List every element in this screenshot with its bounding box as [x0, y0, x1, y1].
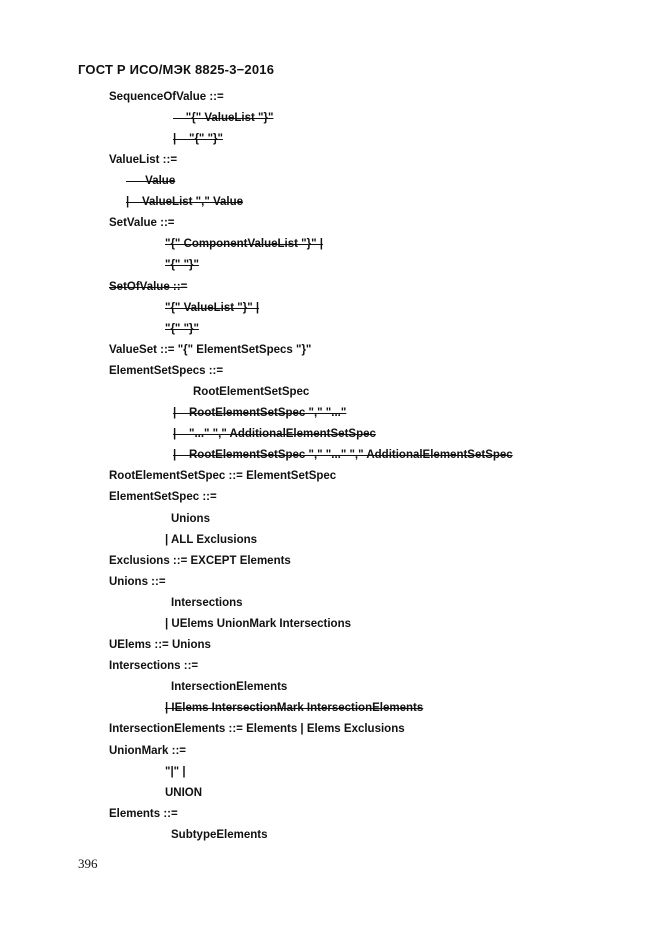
rule-line: Value	[126, 175, 176, 187]
rule-elementsetspecs: ElementSetSpecs ::=	[109, 365, 224, 377]
rule-sequenceofvalue: SequenceOfValue ::=	[109, 91, 224, 103]
rule-setvalue: SetValue ::=	[109, 217, 175, 229]
rule-line: | RootElementSetSpec "," "..."	[173, 407, 347, 419]
rule-valuelist: ValueList ::=	[109, 154, 178, 166]
page-number: 396	[78, 856, 98, 871]
rule-line: RootElementSetSpec	[193, 386, 310, 398]
rule-intersectionelements: IntersectionElements ::= Elements | Elems Exclusions	[109, 723, 405, 735]
rule-valueset: ValueSet ::= "{" ElementSetSpecs "}"	[109, 344, 312, 356]
rule-line: "{" "}"	[165, 259, 199, 271]
rule-setofvalue: SetOfValue ::=	[109, 281, 188, 293]
rule-elements: Elements ::=	[109, 808, 178, 820]
rule-line: | "..." "," AdditionalElementSetSpec	[173, 428, 376, 440]
rule-line: | ValueList "," Value	[126, 196, 244, 208]
rule-line: | "{" "}"	[173, 133, 223, 145]
rule-line: | RootElementSetSpec "," "..." "," AdditionalElementSetSpec	[173, 449, 513, 461]
rule-line: "{" ComponentValueList "}" |	[165, 238, 323, 250]
rule-line: Unions	[171, 513, 210, 525]
rule-line: "{" "}"	[165, 323, 199, 335]
rule-line: | UElems UnionMark Intersections	[165, 618, 351, 630]
rule-line: SubtypeElements	[171, 829, 268, 841]
rule-intersections: Intersections ::=	[109, 660, 199, 672]
rule-line: IntersectionElements	[171, 681, 288, 693]
rule-rootelementsetspec: RootElementSetSpec ::= ElementSetSpec	[109, 470, 337, 482]
rule-line: "{" ValueList "}" |	[165, 302, 260, 314]
rule-uelems: UElems ::= Unions	[109, 639, 211, 651]
rule-unionmark: UnionMark ::=	[109, 745, 186, 757]
rule-line: | IElems IntersectionMark IntersectionElements	[165, 702, 424, 714]
rule-unions: Unions ::=	[109, 576, 166, 588]
document-header: ГОСТ Р ИСО/МЭК 8825-3−2016	[78, 62, 275, 77]
rule-line: Intersections	[171, 597, 243, 609]
rule-elementsetspec: ElementSetSpec ::=	[109, 491, 217, 503]
rule-line: "|" |	[165, 766, 186, 778]
rule-line: "{" ValueList "}"	[173, 112, 274, 124]
rule-line: | ALL Exclusions	[165, 534, 258, 546]
rule-line: UNION	[165, 787, 203, 799]
rule-exclusions: Exclusions ::= EXCEPT Elements	[109, 555, 291, 567]
